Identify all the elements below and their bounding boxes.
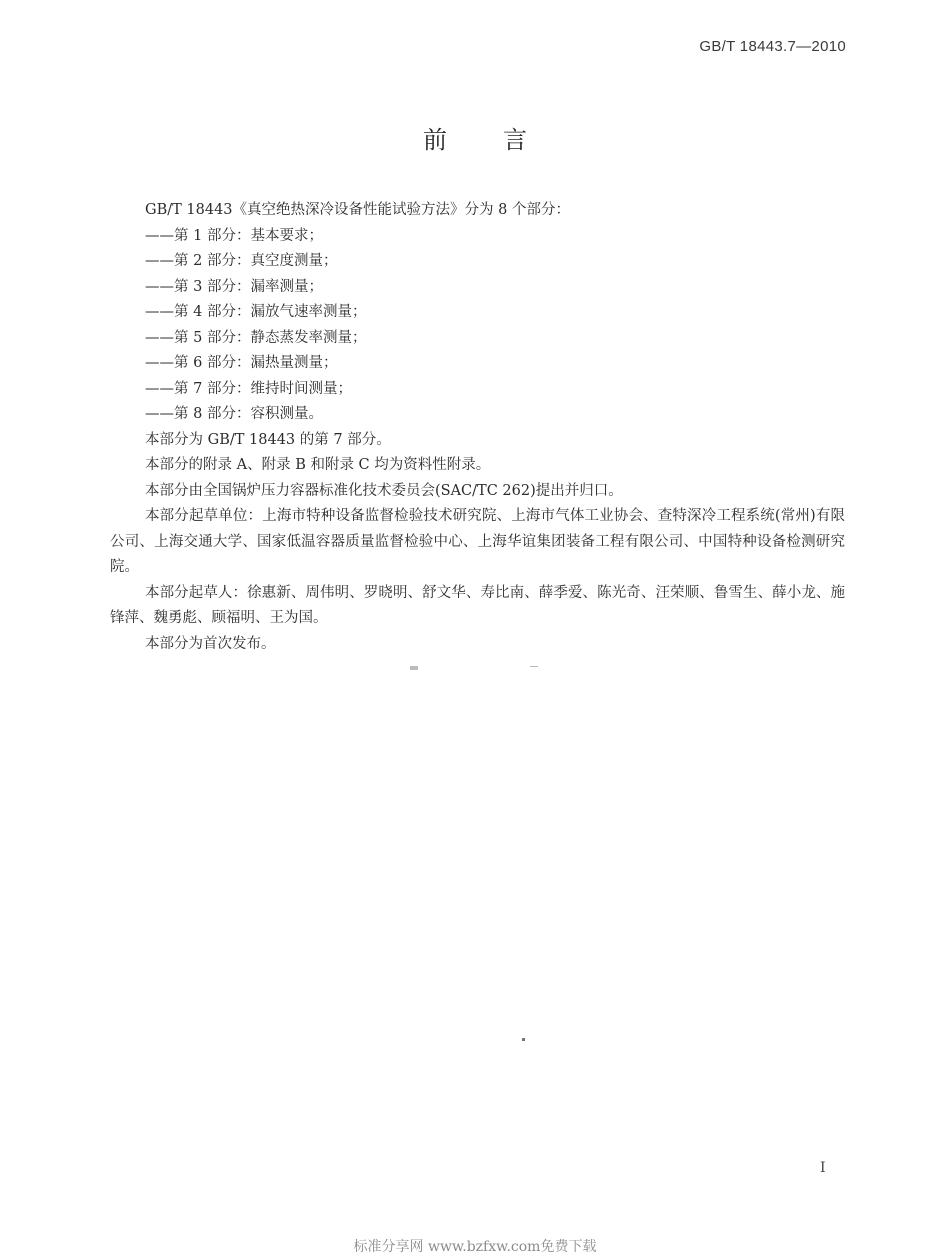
preface-body <box>110 198 845 657</box>
intro-paragraph: GB/T 18443《真空绝热深冷设备性能试验方法》分为 8 个部分： <box>145 202 570 218</box>
part-statement: 本部分为 GB/T 18443 的第 7 部分。 <box>145 431 391 448</box>
part-list-item: ——第 8 部分：容积测量。 <box>145 406 323 422</box>
drafting-units: 本部分起草单位：上海市特种设备监督检验技术研究院、上海市气体工业协会、查特深冷工程系统(常州)有限公司、上海交通大学、国家低温容器质量监督检验中心、上海华谊集团装备工程有限公司、中国特种设备检测研究院。 <box>110 508 845 575</box>
proposer-statement: 本部分由全国锅炉压力容器标准化技术委员会(SAC/TC 262)提出并归口。 <box>145 482 623 499</box>
part-list-item: ——第 5 部分：静态蒸发率测量； <box>145 329 367 346</box>
scan-speck <box>522 1038 525 1041</box>
part-list-item: ——第 3 部分：漏率测量； <box>145 278 323 295</box>
part-list-item: ——第 4 部分：漏放气速率测量； <box>145 304 367 320</box>
drafters: 本部分起草人：徐惠新、周伟明、罗晓明、舒文华、寿比南、薛季爱、陈光奇、汪荣顺、鲁雪生、薛小龙、施锋萍、魏勇彪、顾福明、王为国。 <box>110 584 845 626</box>
part-list-item: ——第 2 部分：真空度测量； <box>145 253 338 269</box>
part-list-item: ——第 1 部分：基本要求； <box>145 227 323 244</box>
footer-watermark: 标准分享网 www.bzfxw.com免费下载 <box>353 1239 597 1255</box>
first-release-statement: 本部分为首次发布。 <box>145 635 276 652</box>
page-title: 前言 <box>423 126 583 154</box>
standard-number: GB/T 18443.7—2010 <box>699 38 846 55</box>
scan-speck <box>530 666 538 667</box>
scan-speck <box>410 666 418 670</box>
part-list-item: ——第 7 部分：维持时间测量； <box>145 380 352 397</box>
part-list-item: ——第 6 部分：漏热量测量； <box>145 355 338 371</box>
annex-statement: 本部分的附录 A、附录 B 和附录 C 均为资料性附录。 <box>145 457 491 473</box>
page-number: I <box>820 1160 826 1176</box>
